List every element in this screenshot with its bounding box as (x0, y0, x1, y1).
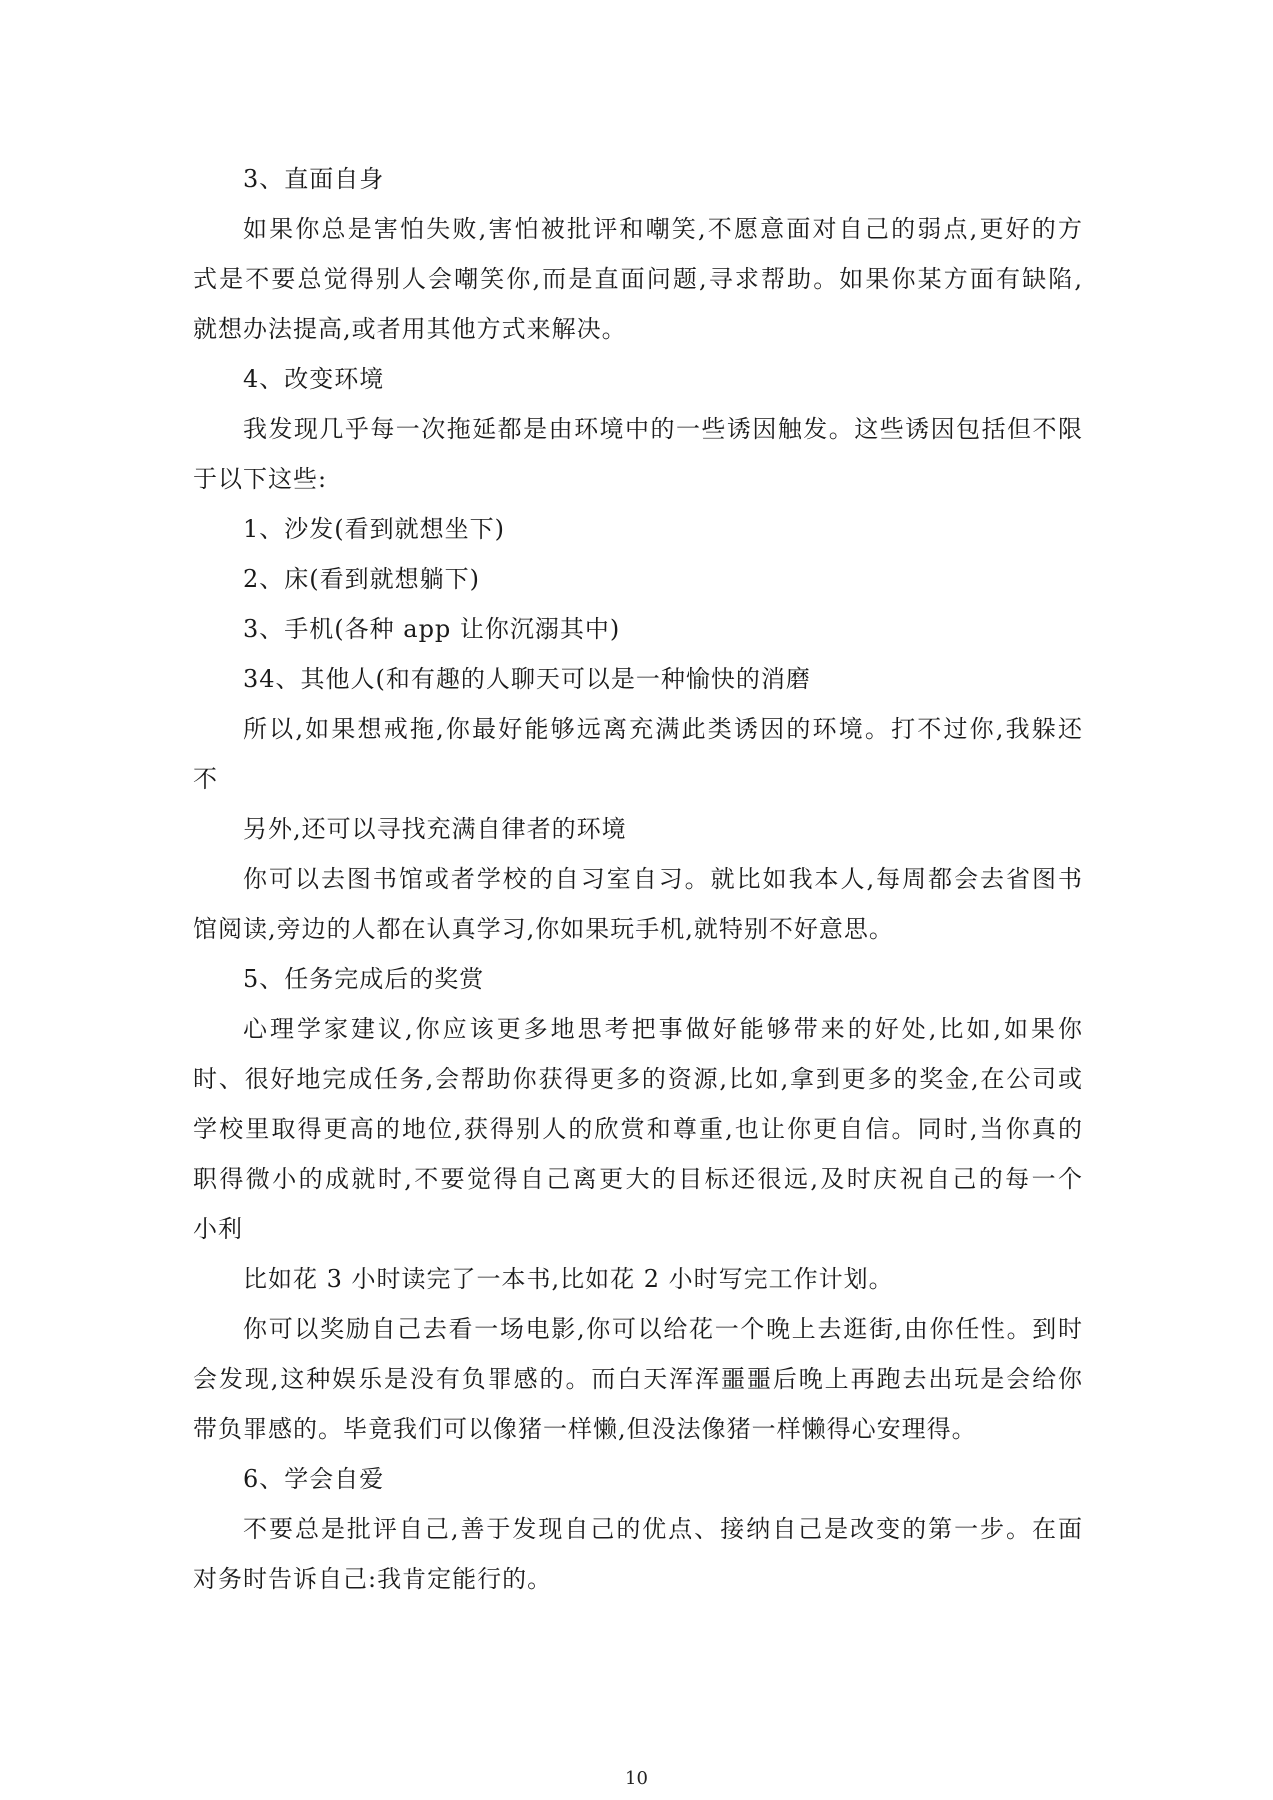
paragraph-line: 馆阅读,旁边的人都在认真学习,你如果玩手机,就特别不好意思。 (193, 915, 894, 943)
paragraph-line: 你可以去图书馆或者学校的自习室自习。就比如我本人,每周都会去省图书 (243, 865, 1083, 893)
paragraph-line: 学校里取得更高的地位,获得别人的欣赏和尊重,也让你更自信。同时,当你真的 (193, 1115, 1083, 1143)
paragraph-line: 会发现,这种娱乐是没有负罪感的。而白天浑浑噩噩后晚上再跑去出玩是会给你 (193, 1365, 1083, 1393)
body-text (193, 155, 1083, 1605)
paragraph-line: 所以,如果想戒拖,你最好能够远离充满此类诱因的环境。打不过你,我躲还 (243, 715, 1083, 743)
paragraph-line: 于以下这些: (193, 465, 328, 493)
list-item-others: 34、其他人(和有趣的人聊天可以是一种愉快的消磨 (243, 665, 811, 693)
paragraph-line: 另外,还可以寻找充满自律者的环境 (243, 815, 627, 843)
paragraph-line: 小利 (193, 1215, 243, 1243)
paragraph-line: 不要总是批评自己,善于发现自己的优点、接纳自己是改变的第一步。在面 (243, 1515, 1083, 1543)
list-item-sofa: 1、沙发(看到就想坐下) (243, 515, 505, 543)
heading-face-yourself: 3、直面自身 (243, 165, 385, 193)
paragraph-line: 就想办法提高,或者用其他方式来解决。 (193, 315, 627, 343)
paragraph-line: 式是不要总觉得别人会嘲笑你,而是直面问题,寻求帮助。如果你某方面有缺陷, (193, 265, 1083, 293)
list-item-bed: 2、床(看到就想躺下) (243, 565, 480, 593)
paragraph-line: 职得微小的成就时,不要觉得自己离更大的目标还很远,及时庆祝自己的每一个 (193, 1165, 1083, 1193)
paragraph-line: 不 (193, 765, 218, 793)
paragraph-line: 时、很好地完成任务,会帮助你获得更多的资源,比如,拿到更多的奖金,在公司或 (193, 1065, 1083, 1093)
paragraph-line: 带负罪感的。毕竟我们可以像猪一样懒,但没法像猪一样懒得心安理得。 (193, 1415, 977, 1443)
heading-reward: 5、任务完成后的奖赏 (243, 965, 485, 993)
paragraph-line: 如果你总是害怕失败,害怕被批评和嘲笑,不愿意面对自己的弱点,更好的方 (243, 215, 1083, 243)
paragraph-line: 比如花 3 小时读完了一本书,比如花 2 小时写完工作计划。 (243, 1265, 894, 1293)
page-number: 10 (625, 1768, 648, 1789)
heading-change-environment: 4、改变环境 (243, 365, 385, 393)
paragraph-line: 心理学家建议,你应该更多地思考把事做好能够带来的好处,比如,如果你 (243, 1015, 1083, 1043)
paragraph-line: 对务时告诉自己:我肯定能行的。 (193, 1565, 553, 1593)
list-item-phone: 3、手机(各种 app 让你沉溺其中) (243, 615, 621, 643)
paragraph-line: 我发现几乎每一次拖延都是由环境中的一些诱因触发。这些诱因包括但不限 (243, 415, 1083, 443)
heading-self-love: 6、学会自爱 (243, 1465, 385, 1493)
paragraph-line: 你可以奖励自己去看一场电影,你可以给花一个晚上去逛街,由你任性。到时 (243, 1315, 1083, 1343)
